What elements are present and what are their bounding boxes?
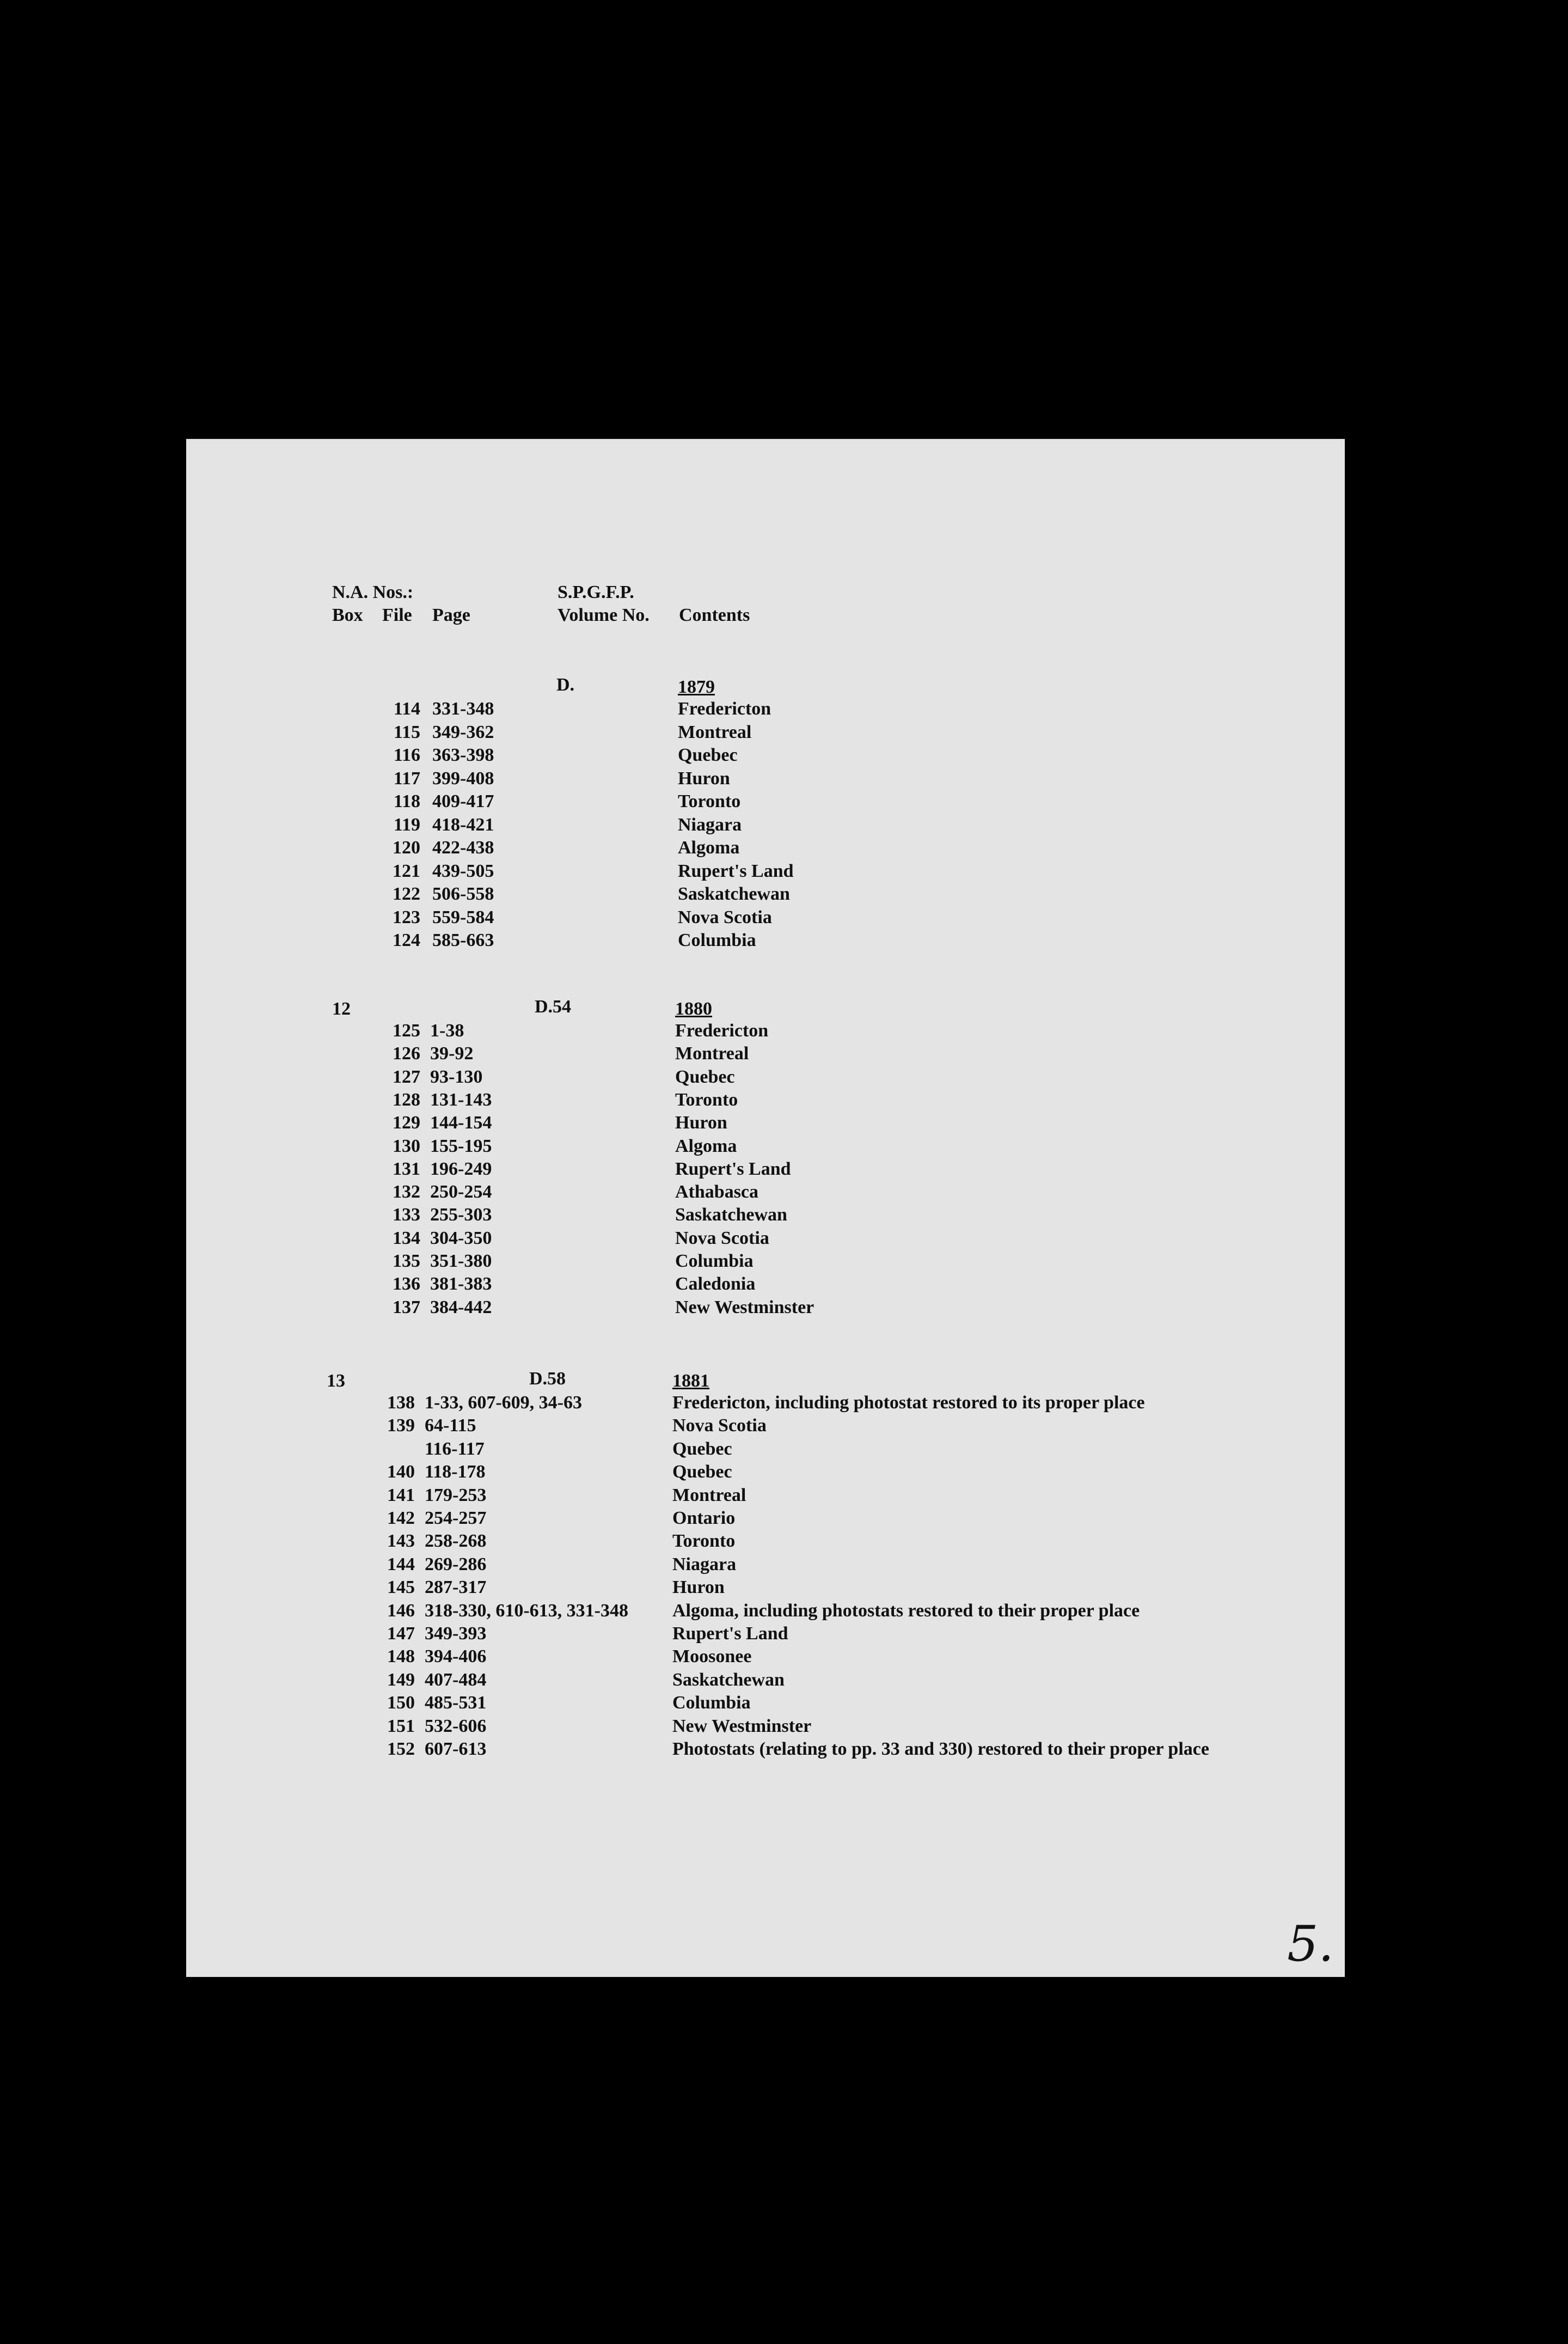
file-number: 141 [387,1485,415,1505]
file-number: 139 [387,1415,415,1436]
contents-entry: Montreal [678,722,752,742]
page-range: 179-253 [425,1485,487,1505]
page-range: 349-393 [425,1623,487,1644]
box-header: Box [332,605,363,625]
page-range: 118-178 [425,1462,486,1482]
contents-entry: Caledonia [675,1274,756,1294]
contents-entry: Niagara [672,1554,737,1574]
volume-no-header: Volume No. [558,605,650,625]
file-number: 151 [387,1716,415,1736]
file-number: 123 [393,907,420,927]
contents-entry: Huron [678,768,730,789]
volume-number: D.54 [535,997,572,1017]
box-number: 12 [332,999,351,1019]
contents-entry: Huron [672,1577,725,1597]
file-number: 137 [393,1297,420,1317]
page-range: 351-380 [430,1251,492,1271]
contents-entry: Algoma [678,838,740,858]
page-range: 585-663 [432,930,494,950]
volume-number: D. [556,675,575,695]
page-range: 384-442 [430,1297,492,1317]
file-number: 115 [393,722,420,742]
page-range: 196-249 [430,1159,492,1179]
page-range: 304-350 [430,1228,492,1248]
contents-entry: Ontario [672,1508,736,1528]
contents-entry: Nova Scotia [678,907,772,927]
file-number: 135 [393,1251,420,1271]
file-number: 124 [393,930,420,950]
contents-entry: Saskatchewan [675,1205,787,1225]
file-number: 148 [387,1646,415,1667]
file-number: 152 [387,1739,415,1759]
file-number: 121 [393,861,420,881]
contents-entry: Toronto [672,1531,736,1551]
contents-entry: New Westminster [675,1297,814,1317]
file-number: 145 [387,1577,415,1597]
file-number: 138 [387,1393,415,1413]
page-range: 439-505 [432,861,494,881]
page-range: 394-406 [425,1646,487,1667]
file-header: File [382,605,412,625]
page-number: 5. [1287,1915,1334,1973]
file-number: 131 [393,1159,420,1179]
contents-entry: Fredericton, including photostat restored to its proper place [672,1393,1145,1413]
file-number: 120 [393,838,420,858]
file-number: 133 [393,1205,420,1225]
file-number: 129 [393,1113,420,1133]
file-number: 150 [387,1693,415,1713]
file-number: 130 [393,1136,420,1156]
page-range: 349-362 [432,722,494,742]
page-range: 269-286 [425,1554,487,1574]
page-range: 39-92 [430,1043,474,1064]
contents-entry: Quebec [678,745,738,765]
file-number: 118 [393,791,420,811]
contents-entry: Quebec [672,1439,732,1459]
page-range: 381-383 [430,1274,492,1294]
contents-entry: Toronto [678,791,741,811]
spgfp-label: S.P.G.F.P. [558,582,634,602]
contents-entry: Rupert's Land [675,1159,791,1179]
file-number: 122 [393,884,420,904]
file-number: 149 [387,1670,415,1690]
contents-entry: Nova Scotia [672,1415,767,1436]
page-range: 363-398 [432,745,494,765]
contents-entry: Columbia [675,1251,754,1271]
page-range: 1-33, 607-609, 34-63 [425,1393,582,1413]
file-number: 144 [387,1554,415,1574]
page-range: 131-143 [430,1090,492,1110]
file-number: 116 [393,745,420,765]
contents-entry: Montreal [675,1043,749,1064]
contents-entry: Rupert's Land [672,1623,788,1644]
file-number: 114 [393,699,420,719]
box-number: 13 [327,1371,345,1391]
page-range: 1-38 [430,1021,464,1041]
document-page [186,439,1345,1977]
contents-entry: Fredericton [678,699,771,719]
page-range: 399-408 [432,768,494,789]
page-range: 607-613 [425,1739,487,1759]
contents-entry: Photostats (relating to pp. 33 and 330) restored to their proper place [672,1739,1209,1759]
file-number: 146 [387,1601,415,1621]
file-number: 117 [393,768,420,789]
page-range: 155-195 [430,1136,492,1156]
file-number: 125 [393,1021,420,1041]
page-range: 318-330, 610-613, 331-348 [425,1601,628,1621]
file-number: 143 [387,1531,415,1551]
page-range: 559-584 [432,907,494,927]
page-range: 422-438 [432,838,494,858]
contents-entry: Quebec [672,1462,732,1482]
page-range: 250-254 [430,1182,492,1202]
contents-entry: Columbia [678,930,756,950]
contents-entry: Fredericton [675,1021,769,1041]
page-range: 64-115 [425,1415,476,1436]
contents-entry: Saskatchewan [678,884,790,904]
page-range: 254-257 [425,1508,487,1528]
page-range: 532-606 [425,1716,487,1736]
page-range: 255-303 [430,1205,492,1225]
page-range: 485-531 [425,1693,487,1713]
file-number: 136 [393,1274,420,1294]
page-range: 116-117 [425,1439,485,1459]
page-range: 407-484 [425,1670,487,1690]
file-number: 140 [387,1462,415,1482]
file-number: 134 [393,1228,420,1248]
na-nos-label: N.A. Nos.: [332,582,414,602]
page-range: 506-558 [432,884,494,904]
file-number: 132 [393,1182,420,1202]
page-range: 93-130 [430,1067,483,1087]
contents-entry: Niagara [678,815,742,835]
file-number: 147 [387,1623,415,1644]
page-header: Page [432,605,470,625]
page-range: 258-268 [425,1531,487,1551]
file-number: 128 [393,1090,420,1110]
volume-number: D.58 [529,1369,566,1389]
contents-entry: Algoma [675,1136,737,1156]
contents-entry: Moosonee [672,1646,752,1667]
file-number: 119 [393,815,420,835]
contents-entry: Athabasca [675,1182,759,1202]
contents-entry: Columbia [672,1693,751,1713]
contents-entry: Saskatchewan [672,1670,785,1690]
page-range: 144-154 [430,1113,492,1133]
file-number: 127 [393,1067,420,1087]
contents-entry: Rupert's Land [678,861,794,881]
page-range: 418-421 [432,815,494,835]
file-number: 126 [393,1043,420,1064]
contents-entry: Montreal [672,1485,746,1505]
contents-entry: New Westminster [672,1716,812,1736]
contents-entry: Huron [675,1113,727,1133]
contents-entry: Algoma, including photostats restored to their proper place [672,1601,1140,1621]
contents-header: Contents [679,605,750,625]
page-range: 287-317 [425,1577,487,1597]
section-year: 1881 [672,1371,709,1391]
contents-entry: Nova Scotia [675,1228,769,1248]
page-range: 409-417 [432,791,494,811]
section-year: 1880 [675,999,712,1019]
file-number: 142 [387,1508,415,1528]
contents-entry: Toronto [675,1090,738,1110]
contents-entry: Quebec [675,1067,735,1087]
section-year: 1879 [678,677,715,697]
page-range: 331-348 [432,699,494,719]
